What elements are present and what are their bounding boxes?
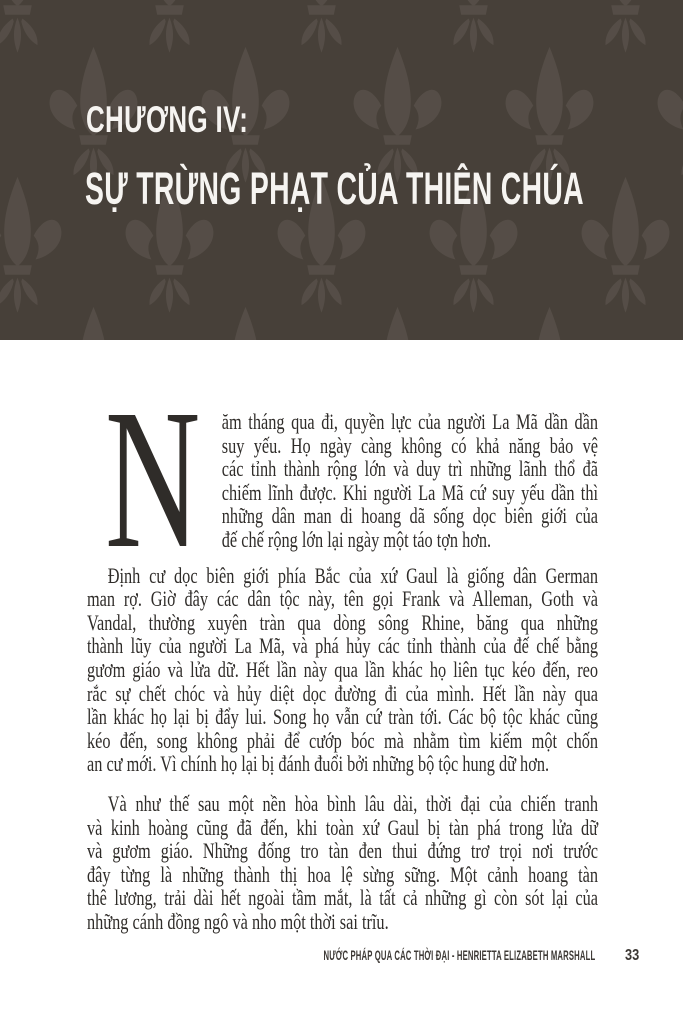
chapter-header (0, 0, 683, 340)
paragraph (87, 564, 598, 776)
text-line: chiếm lĩnh được. Khi người La Mã cứ suy yếu dần thì (221, 479, 599, 505)
chapter-number: CHƯƠNG IV: (86, 99, 249, 140)
text-line: và gươm giáo. Những đống tro tàn đen thui đứng trơ trọi nơi trước (87, 838, 599, 864)
paragraph-lines (87, 792, 598, 934)
text-line: kéo đến, song không phải để cướp bóc mà nhằm tìm kiếm một chốn (87, 727, 599, 753)
text-line: những cánh đồng ngô và nho một thời sai trĩu. (87, 908, 389, 934)
text-line: Vandal, thường xuyên tràn qua dòng sông Rhine, băng qua những (87, 609, 599, 635)
text-line: các tỉnh thành rộng lớn và duy trì những lãnh thổ đã (221, 456, 599, 482)
page-number: 33 (625, 947, 640, 964)
paragraph-lines (87, 564, 598, 776)
paragraph (87, 792, 598, 934)
text-line: những dân man di hoang dã sống dọc biên giới của (221, 503, 599, 529)
page-body: N ăm tháng qua đi, quyền lực của người La Mã dần dần suy yếu. Họ ngày càng không có khả năng bảo vệ các tỉnh thành rộng lớn và duy trì những lãnh thổ đã chiếm lĩnh được. Khi người La Mã cứ suy yếu dần thì những dân man di hoang dã sống dọc biên giới của đế chế rộng lớn lại ngày một táo tợn hơn. Định cư dọc biên giới phía Bắc của xứ Gaul là giống dân German man rợ. Giờ đây các dân tộc này, tên gọi Frank và Alleman, Goth và Vandal, thường xuyên tràn qua dòng sông Rhine, băng qua những thành lũy của người La Mã, và phá hủy các tỉnh thành của đế chế bằng gươm giáo và lửa dữ. Hết lần này qua lần khác họ liên tục kéo đến, reo rắc sự chết chóc và hủy diệt dọc đường đi của mình. Hết lần này qua lần khác họ lại bị đẩy lui. Song họ vẫn cứ tràn tới. Các bộ tộc khác cũng kéo đến, song không phải để cướp bóc mà nhằm tìm kiếm một chốn an cư mới. Vì chính họ lại bị đánh đuổi bởi những bộ tộc hung dữ hơn. Và như thế sau một nền hòa bình lâu dài, thời đại của chiến tranh và kinh hoàng cũng đã đến, khi toàn xứ Gaul bị tàn phá trong lửa dữ và gươm giáo. Những đống tro tàn đen thui đứng trơ trọi nơi trước đây từng là những thành thị hoa lệ sừng sững. Một cảnh hoang tàn thê lương, trải dài hết ngoài tầm mắt, là tất cả những gì còn sót lại của những cánh đồng ngô và nho một thời sai trĩu. (87, 368, 599, 934)
text-line: và kinh hoàng cũng đã đến, khi toàn xứ Gaul bị tàn phá trong lửa dữ (87, 814, 599, 840)
chapter-title: SỰ TRỪNG PHẠT CỦA THIÊN CHÚA (85, 163, 584, 214)
text-line: ăm tháng qua đi, quyền lực của người La Mã dần dần (221, 409, 599, 434)
text-line: Và như thế sau một nền hòa bình lâu dài, thời đại của chiến tranh (107, 790, 599, 816)
text-line: gươm giáo và lửa dữ. Hết lần này qua lần khác họ liên tục kéo đến, reo (87, 656, 599, 682)
page-footer (0, 947, 643, 965)
text-line: suy yếu. Họ ngày càng không có khả năng bảo vệ (221, 432, 599, 458)
text-line: đây từng là những thành thị hoa lệ sừng sững. Một cảnh hoang tàn (87, 861, 599, 887)
text-line: Định cư dọc biên giới phía Bắc của xứ Gaul là giống dân German (107, 562, 599, 588)
text-line: đế chế rộng lớn lại ngày một táo tợn hơn. (221, 526, 492, 552)
text-line: an cư mới. Vì chính họ lại bị đánh đuổi bởi những bộ tộc hung dữ hơn. (87, 751, 550, 777)
text-line: man rợ. Giờ đây các dân tộc này, tên gọi Frank và Alleman, Goth và (87, 586, 599, 612)
text-line: lần khác họ lại bị đẩy lui. Song họ vẫn cứ tràn tới. Các bộ tộc khác cũng (87, 704, 599, 730)
text-line: thê lương, trải dài hết ngoài tầm mắt, là tất cả những gì còn sót lại của (87, 885, 599, 911)
running-footer-title: NƯỚC PHÁP QUA CÁC THỜI ĐẠI - HENRIETTA ELIZABETH MARSHALL (323, 947, 596, 963)
text-line: rắc sự chết chóc và hủy diệt dọc đường đi của mình. Hết lần này qua (87, 680, 599, 706)
text-line: thành lũy của người La Mã, và phá hủy các tỉnh thành của đế chế bằng (87, 633, 599, 659)
